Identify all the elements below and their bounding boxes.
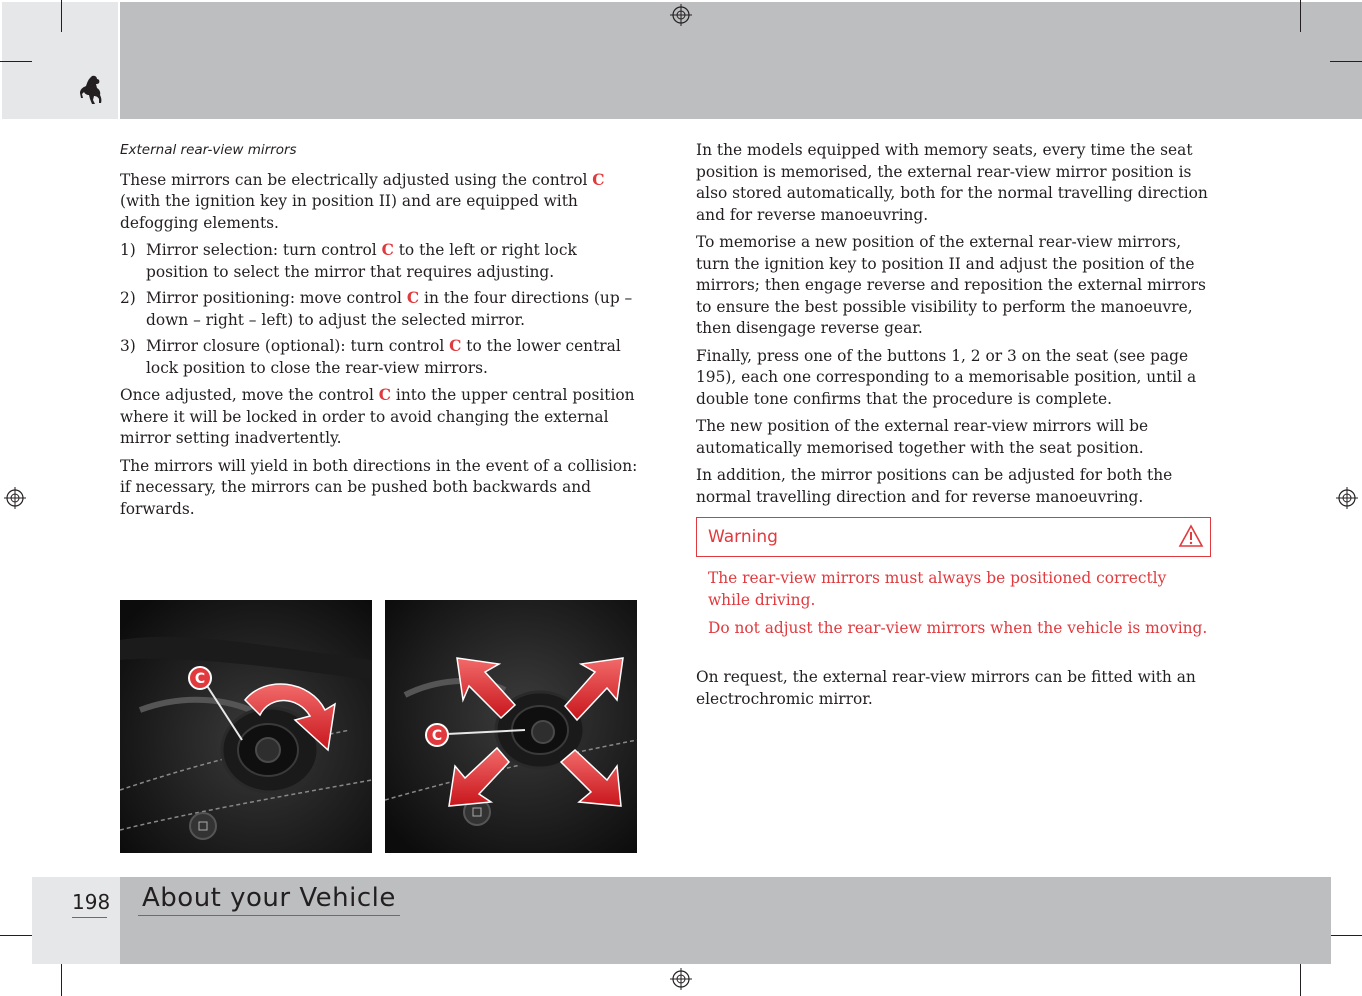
crop-mark bbox=[1330, 61, 1362, 62]
adjust-paragraph: In addition, the mirror positions can be adjusted for both the normal travelling direction and for reverse manoeuvring. bbox=[696, 466, 1173, 506]
page-number: 198 bbox=[72, 890, 107, 918]
callout-c: C bbox=[431, 728, 443, 744]
callout-c: C bbox=[194, 671, 206, 687]
prancing-horse-logo bbox=[78, 74, 104, 106]
warning-line: The rear-view mirrors must always be positioned correctly while driving. bbox=[708, 569, 1167, 609]
warning-triangle-icon bbox=[1178, 524, 1204, 548]
registration-mark bbox=[4, 487, 26, 509]
steps-list bbox=[120, 240, 640, 379]
section-subheading: External rear-view mirrors bbox=[120, 142, 297, 158]
memorise-paragraph: To memorise a new position of the external rear-view mirrors, turn the ignition key to position II and adjust the position of the mirrors; then engage reverse and reposition the external mirrors to ensure the best possible visibility to perform the manoeuvre, then disengage reverse gear. bbox=[696, 233, 1206, 337]
crop-mark bbox=[61, 964, 62, 996]
crop-mark bbox=[0, 61, 32, 62]
electrochromic-paragraph: On request, the external rear-view mirrors can be fitted with an electrochromic mirror. bbox=[696, 668, 1196, 708]
auto-memorise-paragraph: The new position of the external rear-view mirrors will be automatically memorised together with the seat position. bbox=[696, 417, 1149, 457]
memory-paragraph: In the models equipped with memory seats, every time the seat position is memorised, the external rear-view mirror position is also stored automatically, both for the normal travelling direction and for reverse manoeuvring. bbox=[696, 141, 1208, 224]
registration-mark bbox=[1336, 487, 1358, 509]
right-column bbox=[696, 140, 1216, 514]
warning-line: Do not adjust the rear-view mirrors when the vehicle is moving. bbox=[708, 619, 1208, 637]
lock-paragraph: Once adjusted, move the control C into the upper central position where it will be locked in order to avoid changing the external mirror setting inadvertently. bbox=[120, 386, 635, 447]
list-item: 2) Mirror positioning: move control C in the four directions (up – down – right – left) to adjust the selected mirror. bbox=[120, 289, 633, 329]
crop-mark bbox=[0, 935, 32, 936]
section-title: About your Vehicle bbox=[138, 883, 400, 916]
list-item: 3) Mirror closure (optional): turn control C to the lower central lock position to close the rear-view mirrors. bbox=[120, 337, 621, 377]
left-column bbox=[120, 140, 640, 526]
control-directions-photo bbox=[385, 600, 637, 853]
header-band bbox=[120, 2, 1362, 119]
yield-paragraph: The mirrors will yield in both directions in the event of a collision: if necessary, the mirrors can be pushed both backwards and forwards. bbox=[120, 456, 638, 518]
registration-mark bbox=[670, 4, 692, 26]
list-item: 1) Mirror selection: turn control C to the left or right lock position to select the mirror that requires adjusting. bbox=[120, 241, 577, 281]
warning-body bbox=[708, 568, 1208, 647]
crop-mark bbox=[1300, 0, 1301, 32]
intro-paragraph: These mirrors can be electrically adjusted using the control C (with the ignition key in position II) and are equipped with defogging elements. bbox=[120, 170, 605, 232]
control-rotation-photo bbox=[120, 600, 372, 853]
crop-mark bbox=[61, 0, 62, 32]
buttons-paragraph: Finally, press one of the buttons 1, 2 or 3 on the seat (see page 195), each one corresponding to a memorisable position, until a double tone confirms that the procedure is complete. bbox=[696, 346, 1197, 408]
registration-mark bbox=[670, 968, 692, 990]
crop-mark bbox=[1330, 935, 1362, 936]
warning-title: Warning bbox=[708, 527, 778, 547]
warning-box bbox=[696, 517, 1211, 557]
crop-mark bbox=[1300, 964, 1301, 996]
